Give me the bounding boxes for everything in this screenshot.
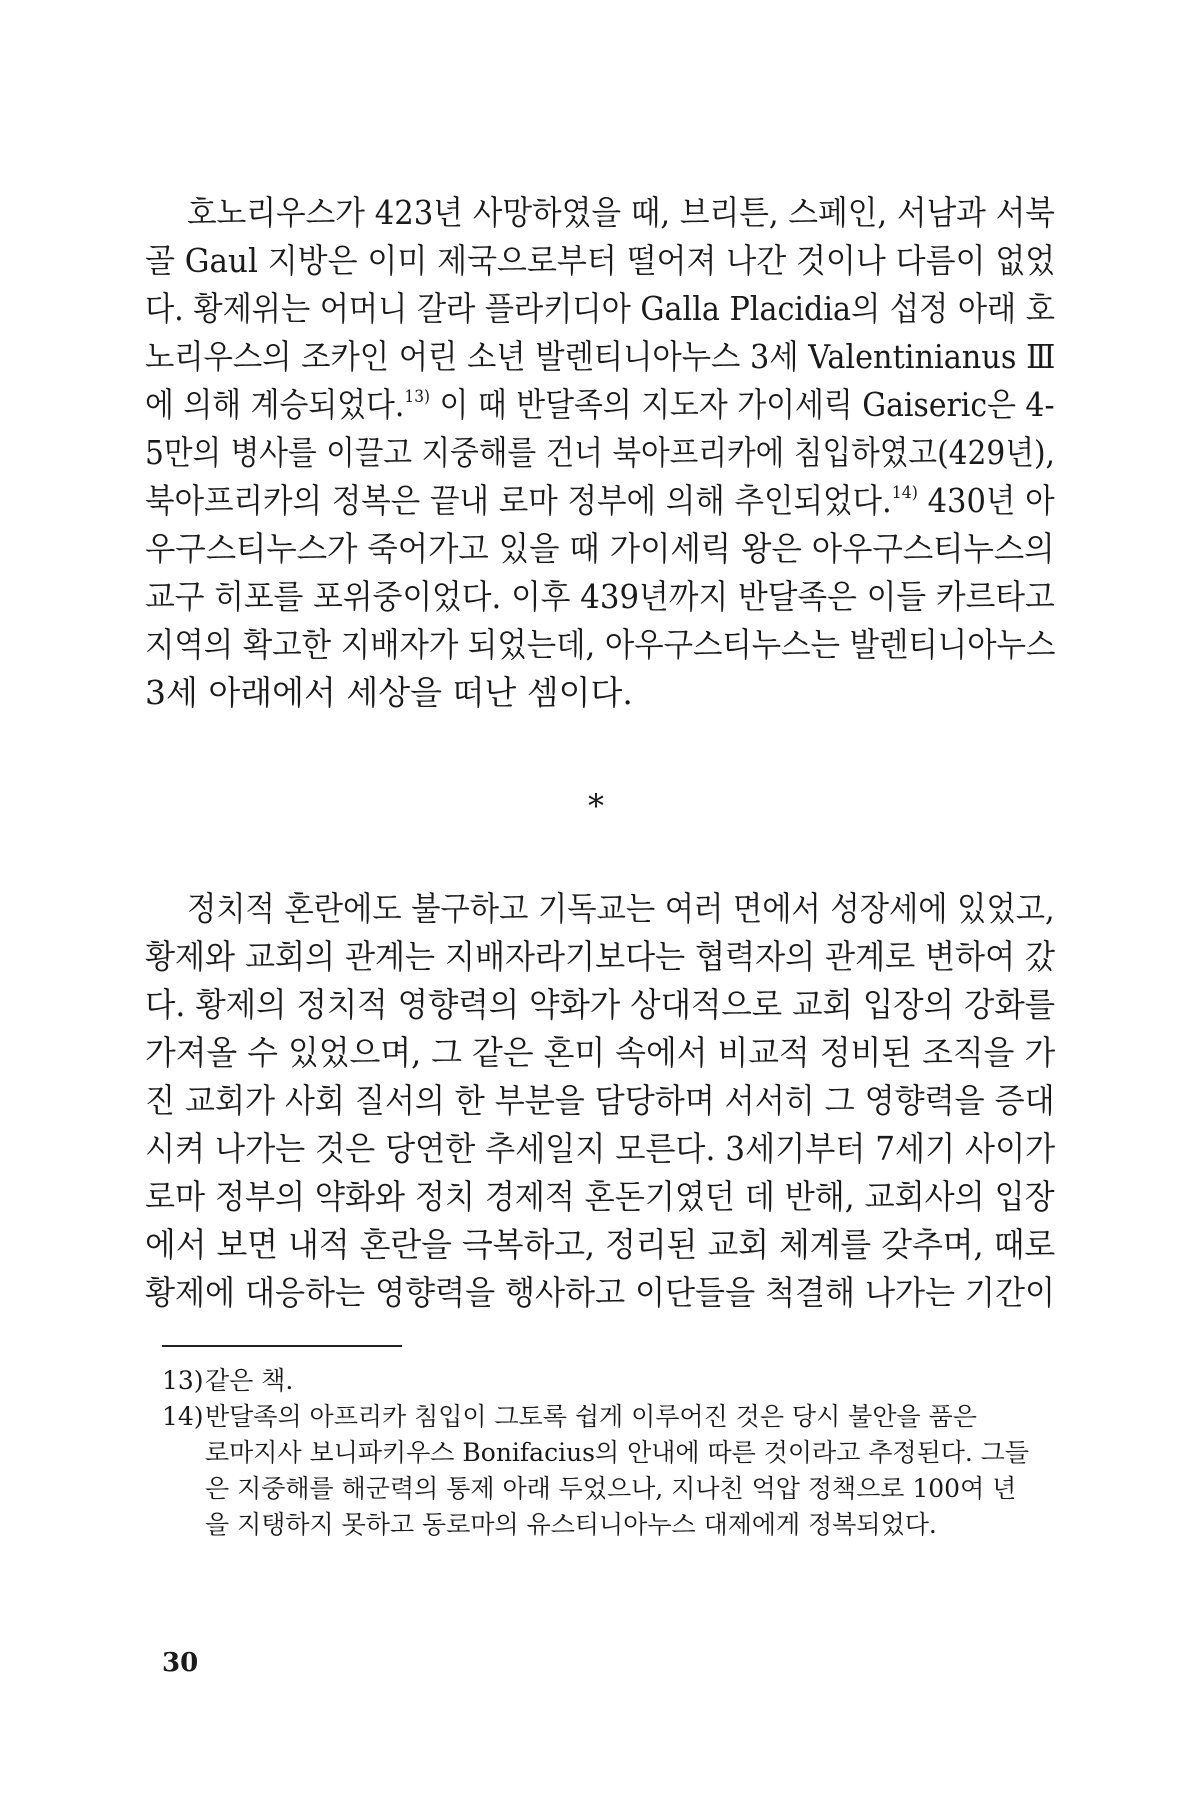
paragraph-line: 호노리우스가 423년 사망하였을 때, 브리튼, 스페인, 서남과 서북 xyxy=(187,193,1055,232)
footnote-line: 같은 책. xyxy=(205,1366,294,1395)
footnote-line: 반달족의 아프리카 침입이 그토록 쉽게 이루어진 것은 당시 불안을 품은 xyxy=(205,1402,977,1431)
paragraph-line: 진 교회가 사회 질서의 한 부분을 담당하며 서서히 그 영향력을 증대 xyxy=(145,1081,1055,1120)
paragraph-line: 5만의 병사를 이끌고 지중해를 건너 북아프리카에 침입하였고(429년), xyxy=(145,433,1055,472)
footnote-number: 13) xyxy=(162,1366,204,1395)
text-run: 북아프리카의 정복은 끝내 로마 정부에 의해 추인되었다. xyxy=(145,481,892,520)
footnote-line: 을 지탱하지 못하고 동로마의 유스티니아누스 대제에게 정복되었다. xyxy=(205,1510,937,1539)
paragraph-line: 다. 황제위는 어머니 갈라 플라키디아 Galla Placidia의 섭정 아래 호 xyxy=(145,289,1055,328)
paragraph-line: 교구 히포를 포위중이었다. 이후 439년까지 반달족은 이들 카르타고 xyxy=(145,577,1055,616)
paragraph-line: 우구스티누스가 죽어가고 있을 때 가이세릭 왕은 아우구스티누스의 xyxy=(145,529,1055,568)
paragraph-line: 시켜 나가는 것은 당연한 추세일지 모른다. 3세기부터 7세기 사이가 xyxy=(145,1129,1056,1168)
paragraph-line: 다. 황제의 정치적 영향력의 약화가 상대적으로 교회 입장의 강화를 xyxy=(145,985,1056,1024)
paragraph-line: 지역의 확고한 지배자가 되었는데, 아우구스티누스는 발렌티니아누스 xyxy=(145,625,1056,664)
page-number: 30 xyxy=(162,1648,199,1678)
paragraph-line: 에서 보면 내적 혼란을 극복하고, 정리된 교회 체계를 갖추며, 때로 xyxy=(145,1225,1056,1264)
footnote-separator xyxy=(162,1345,402,1347)
footnote-line: 은 지중해를 해군력의 통제 아래 두었으나, 지나친 억압 정책으로 100여 년 xyxy=(205,1474,1017,1503)
footnote-ref-13[interactable]: 13) xyxy=(404,387,431,407)
paragraph-line: 가져올 수 있었으며, 그 같은 혼미 속에서 비교적 정비된 조직을 가 xyxy=(145,1033,1056,1072)
footnote-line: 로마지사 보니파키우스 Bonifacius의 안내에 따른 것이라고 추정된다. 그들 xyxy=(205,1438,1030,1467)
paragraph-line: 노리우스의 조카인 어린 소년 발렌티니아누스 3세 Valentinianus Ⅲ xyxy=(145,337,1056,376)
section-divider: * xyxy=(588,787,604,825)
paragraph-line: 골 Gaul 지방은 이미 제국으로부터 떨어져 나간 것이나 다름이 없었 xyxy=(145,241,1056,280)
paragraph-line: 로마 정부의 약화와 정치 경제적 혼돈기였던 데 반해, 교회사의 입장 xyxy=(145,1177,1055,1216)
paragraph-line xyxy=(145,481,1055,520)
paragraph-line: 3세 아래에서 세상을 떠난 셈이다. xyxy=(145,673,633,712)
paragraph-line: 정치적 혼란에도 불구하고 기독교는 여러 면에서 성장세에 있었고, xyxy=(187,889,1055,928)
paragraph-line xyxy=(145,385,1055,424)
footnote-ref-14[interactable]: 14) xyxy=(891,483,918,503)
paragraph-line: 황제와 교회의 관계는 지배자라기보다는 협력자의 관계로 변하여 갔 xyxy=(145,937,1056,976)
text-run: 430년 아 xyxy=(917,481,1055,520)
text-run: 이 때 반달족의 지도자 가이세릭 Gaiseric은 4- xyxy=(430,385,1055,424)
paragraph-line: 황제에 대응하는 영향력을 행사하고 이단들을 척결해 나가는 기간이 xyxy=(145,1273,1056,1312)
footnote-number: 14) xyxy=(162,1402,204,1431)
text-run: 에 의해 계승되었다. xyxy=(145,385,405,424)
